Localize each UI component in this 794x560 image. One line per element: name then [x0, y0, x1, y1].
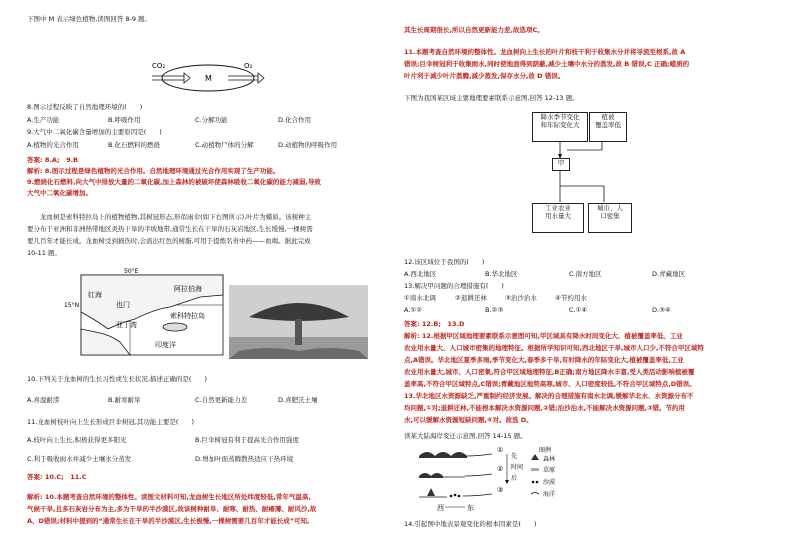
- svg-text:①: ①: [497, 446, 504, 454]
- gulf-of-aden-label: 亚丁湾: [116, 321, 137, 329]
- indian-ocean-label: 印度洋: [155, 341, 176, 349]
- svg-text:后: 后: [511, 475, 518, 482]
- region-flow-diagram: [532, 110, 642, 245]
- q11-option-b: B.巨伞树冠有利于提高光合作用强度: [195, 436, 300, 444]
- explanation-13-line3: 水,可以缓解水资源短缺问题,④对。故选 D。: [404, 416, 533, 424]
- flow-box-cities: 城市、人 口密集: [588, 203, 632, 233]
- q9-option-c: C.动植物尸体的分解: [195, 141, 254, 149]
- explanation-12-line4: 农业用水量大,城市、人口密集,符合甲区域地理特征,B正确;南方地区降水丰富,受人类活动影响植被覆: [404, 368, 695, 376]
- svg-text:时间: 时间: [511, 464, 524, 471]
- explanation-12-line2: 农业用水量大、人口城市密集的地理特征。根据所学知识可知,西北地区干旱,城市人口少,不符合甲区域特: [404, 344, 704, 352]
- svg-text:海洋: 海洋: [543, 491, 556, 498]
- q8-option-c: C.分解功能: [195, 116, 228, 124]
- right-column: [397, 0, 794, 560]
- question-8: 8.图示过程反映了自然地理环境的( ): [27, 103, 143, 111]
- answer-12-13: 答案: 12.B; 13.D: [404, 320, 465, 328]
- svg-text:东: 东: [467, 504, 474, 512]
- svg-text:图例: 图例: [539, 447, 552, 454]
- coast-change-diagram: [417, 444, 592, 514]
- q13-option-b: B.②③: [485, 306, 504, 314]
- explanation-11-line1: 11.本题考查自然环境的整体性。龙血树向上生长的叶片和枝干利于收集水分并将导流至根系,故 A: [404, 48, 686, 56]
- latitude-label: 15°N: [64, 302, 80, 309]
- explanation-10-line1: 解析: 10.本题考查自然环境的整体性。读图文材料可知,龙血树生长地区所处纬度较低,常年气温高,: [27, 493, 311, 501]
- question-13: 13.解决甲问题的合理措施有( ): [404, 282, 504, 290]
- q10-option-d: D.喜肥沃土壤: [278, 396, 318, 404]
- q12-option-b: B.华北地区: [485, 270, 518, 278]
- q8-option-b: B.呼吸作用: [108, 116, 141, 124]
- socotra-map: [64, 267, 225, 357]
- explanation-11-line2: 错误;巨伞树冠利于收集雨水,同时使地面得到荫蔽,减少土壤中水分的蒸发,故 B 错误,C 正确;蜡质的: [404, 60, 690, 68]
- svg-text:草原: 草原: [543, 467, 556, 474]
- passage-line-2: 要分布于亚洲和非洲热带地区炎热干旱的半坡地带,通常生长在干旱的石灰岩地区,生长缓慢,一棵树需: [27, 225, 313, 233]
- q13-item-3: ③治沙治水: [505, 294, 537, 302]
- intro-8-9: 下图中 M 表示绿色植物,读图回答 8-9 题。: [27, 15, 152, 23]
- q10-option-a: A.喜湿耐涝: [27, 396, 60, 404]
- svg-text:先: 先: [511, 453, 518, 460]
- flow-box-water-use: 工业农业 用水量大: [532, 203, 584, 233]
- explanation-10-line2: 气候干旱,且多石灰岩分布为主,多为干旱的半沙漠区,故该树种耐旱、耐寒、耐热、耐瘠薄、耐风沙,故: [27, 505, 317, 513]
- explanation-10-line3: A、D错误;材料中提到的“通常生长在干旱的半沙漠区,生长极慢,一棵树需要几百年才能长成”可知,: [27, 517, 310, 525]
- q12-option-a: A.西北地区: [404, 270, 437, 278]
- q9-option-d: D.动植物的呼吸作用: [278, 141, 338, 149]
- answer-8-9: 答案: 8.A; 9.B: [27, 156, 79, 164]
- photosynthesis-diagram: [148, 58, 268, 98]
- question-9: 9.大气中二氧化碳含量增加的主要原因是( ): [27, 128, 162, 136]
- passage-line-3: 要几百年才能长成。龙血树受到损伤时,会流出红色的树脂,可用于提炼名贵中药——血竭。据此完成: [27, 237, 311, 245]
- q8-option-a: A.生产功能: [27, 116, 60, 124]
- answer-10-11: 答案: 10.C; 11.C: [27, 473, 87, 481]
- explanation-9-line2: 大气中二氧化碳增加。: [27, 189, 92, 197]
- q13-item-2: ②退耕还林: [455, 294, 487, 302]
- question-10: 10.下列关于龙血树的生长习性或生长状况,描述正确的是( ): [27, 375, 207, 383]
- q10-option-b: B.耐寒耐旱: [108, 396, 141, 404]
- intro-12-13: 下图为我国某区域主要地理要素联系示意图,回答 12-13 题。: [404, 94, 579, 102]
- co2-label: CO₂: [152, 62, 166, 70]
- explanation-12-line3: 点,A错误。华北地区夏季多雨,季节变化大,春季多干旱,有时降水的年际变化大,植被覆盖率低,工业: [404, 356, 684, 364]
- flow-box-vegetation: 植被 覆盖率低: [589, 112, 627, 142]
- q10-option-c: C.自然更新能力差: [195, 396, 248, 404]
- longitude-label: 50°E: [124, 268, 139, 275]
- dragon-blood-tree-photo: [229, 285, 368, 359]
- m-label: M: [205, 74, 212, 83]
- flow-box-precipitation: 降水季节变化 和年际变化大: [532, 112, 588, 142]
- question-12: 12.该区域位于我国的( ): [404, 258, 485, 266]
- explanation-12-line1: 解析: 12.根据甲区域地理要素联系示意图可知,甲区域具有降水时间变化大、植被覆盖率低、工业: [404, 332, 683, 340]
- svg-text:森林: 森林: [543, 456, 556, 463]
- svg-text:西: 西: [437, 504, 444, 512]
- q13-item-1: ①南水北调: [404, 294, 436, 302]
- intro-14-15: 读某大陆海岸变迁示意图,回答 14-15 题。: [404, 432, 527, 440]
- q12-option-c: C.南方地区: [569, 270, 602, 278]
- arabian-sea-label: 阿拉伯海: [174, 285, 202, 293]
- q13-option-a: A.①②: [404, 306, 423, 314]
- q13-option-c: C.①④: [569, 306, 588, 314]
- svg-text:②: ②: [497, 465, 504, 473]
- explanation-12-line5: 盖率高,不符合甲区域特点,C错误;青藏地区地势高寒,城市、人口密度较低,不符合甲区域特点,D错误。: [404, 380, 696, 388]
- explanation-10-end: 其生长周期很长,所以自然更新能力差,故选项C。: [404, 26, 544, 34]
- explanation-13-line1: 13.华北地区水资源缺乏,严重制约经济发展。解决的合理措施有南水北调,缓解华北水、水资源分布不: [404, 392, 694, 400]
- passage-line-4: 10-11 题。: [27, 249, 61, 257]
- q11-option-a: A.枝叶向上生长,积极获得更多阳光: [27, 436, 127, 444]
- svg-text:③: ③: [497, 486, 504, 494]
- q13-item-4: ④节约用水: [555, 294, 587, 302]
- q8-option-d: D.化合作用: [278, 116, 312, 124]
- q11-option-d: D.增加叶面蒸腾散热适应干热环境: [195, 455, 294, 463]
- flow-box-jia: 甲: [552, 158, 570, 171]
- q9-option-b: B.化石燃料的燃烧: [108, 141, 161, 149]
- passage-line-1: 龙血树是索科特拉岛上的植物植物,其树冠形态,形似雨伞(如下右图所示),叶片为蜡质。该树种主: [27, 213, 312, 221]
- q13-option-d: D.③④: [652, 306, 671, 314]
- o2-label: O₂: [244, 62, 253, 70]
- explanation-8: 解析: 8.图示过程是绿色植物的光合作用。自然地理环境通过光合作用实现了生产功能。: [27, 167, 280, 175]
- yemen-label: 也门: [116, 301, 130, 309]
- q12-option-d: D.青藏地区: [652, 270, 686, 278]
- q11-option-c: C.利于吸收雨水并减少土壤水分蒸发: [27, 455, 132, 463]
- explanation-9-line1: 9.燃烧化石燃料,向大气中排放大量的二氧化碳,加上森林的被破坏使森林吸收二氧化碳的能力减弱,导致: [27, 178, 321, 186]
- explanation-11-line3: 叶片利于减少叶片蒸腾,减少蒸发,保存水分,故 D 错误。: [404, 72, 565, 80]
- explanation-13-line2: 均问题,①对;退耕还林,不能根本解决水资源问题,②错;治沙治水,不能解决水资源问题,③错。节约用: [404, 404, 686, 412]
- red-sea-label: 红海: [88, 291, 102, 299]
- socotra-label: 索科特拉岛: [170, 312, 205, 320]
- q9-option-a: A.植物的光合作用: [27, 141, 79, 149]
- svg-text:沙漠: 沙漠: [543, 479, 556, 486]
- question-14: 14.引起图中地表景观变化的根本因素是( ): [404, 520, 537, 528]
- question-11: 11.龙血树枝叶向上生长形成巨伞树冠,其功能主要是( ): [27, 418, 194, 426]
